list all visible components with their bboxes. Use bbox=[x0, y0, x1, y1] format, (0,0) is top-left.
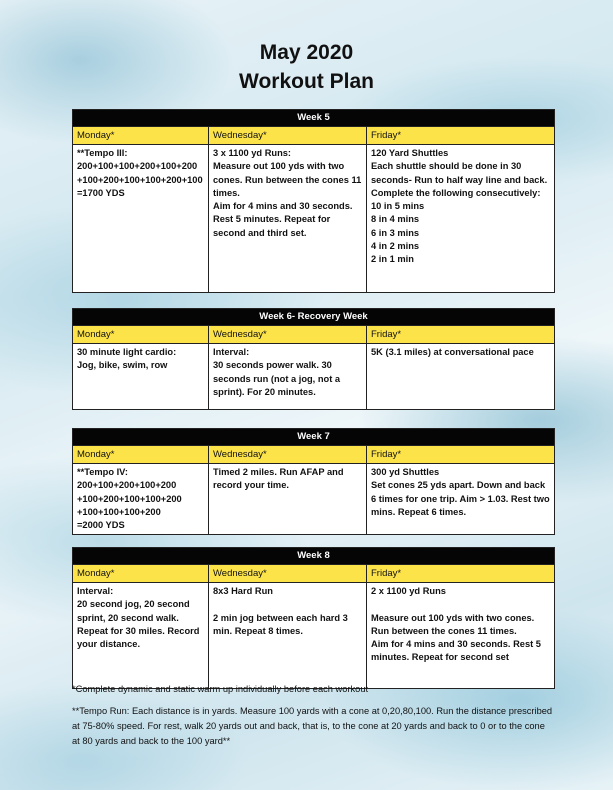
wednesday-cell bbox=[209, 145, 367, 293]
wednesday-cell bbox=[209, 464, 367, 535]
friday-cell bbox=[367, 464, 555, 535]
monday-label: Monday* bbox=[73, 565, 209, 583]
monday-label: Monday* bbox=[73, 326, 209, 344]
week-header: Week 7 bbox=[73, 429, 555, 446]
week-header: Week 6- Recovery Week bbox=[73, 309, 555, 326]
wednesday-label: Wednesday* bbox=[209, 326, 367, 344]
monday-cell bbox=[73, 464, 209, 535]
wednesday-cell bbox=[209, 583, 367, 689]
monday-workout: **Tempo III: 200+100+100+200+100+200 +100+200+100+100+200+100 =1700 YDS bbox=[77, 148, 203, 198]
friday-label: Friday* bbox=[367, 446, 555, 464]
monday-cell bbox=[73, 344, 209, 410]
monday-workout: 30 minute light cardio: Jog, bike, swim, row bbox=[77, 347, 177, 371]
wednesday-workout: 8x3 Hard Run 2 min jog between each hard 3 min. Repeat 8 times. bbox=[213, 586, 348, 636]
wednesday-workout: 3 x 1100 yd Runs: Measure out 100 yds with two cones. Run between the cones 11 times. Aim for 4 mins and 30 seconds. Rest 5 minutes. Repeat for second and third set. bbox=[213, 148, 362, 238]
friday-workout: 300 yd Shuttles Set cones 25 yds apart. Down and back 6 times for one trip. Aim > 1.03. Rest two mins. Repeat 6 times. bbox=[371, 467, 550, 517]
friday-label: Friday* bbox=[367, 565, 555, 583]
week-8-table bbox=[72, 547, 555, 689]
friday-workout: 120 Yard Shuttles Each shuttle should be done in 30 seconds- Run to half way line and back. Complete the following consecutively: 10 in 5 mins 8 in 4 mins 6 in 3 mins 4 in 2 mins 2 in 1 min bbox=[371, 148, 548, 265]
friday-workout: 5K (3.1 miles) at conversational pace bbox=[371, 347, 534, 357]
monday-workout: Interval: 20 second jog, 20 second sprint, 20 second walk. Repeat for 30 miles. Record your distance. bbox=[77, 586, 200, 650]
week-header: Week 8 bbox=[73, 548, 555, 565]
wednesday-workout: Interval: 30 seconds power walk. 30 seconds run (not a jog, not a sprint). For 20 minutes. bbox=[213, 347, 341, 397]
friday-label: Friday* bbox=[367, 127, 555, 145]
footnote-tempo: **Tempo Run: Each distance is in yards. Measure 100 yards with a cone at 0,20,80,100. Run the distance prescribed at 75-80% speed. For rest, walk 20 yards out and back, that is, to the cone at 20 yards and back to 0 or to the cone at 80 yards and back to the 100 yard** bbox=[72, 706, 553, 746]
friday-cell bbox=[367, 344, 555, 410]
wednesday-label: Wednesday* bbox=[209, 127, 367, 145]
monday-label: Monday* bbox=[73, 446, 209, 464]
week-7-table bbox=[72, 428, 555, 535]
monday-cell bbox=[73, 583, 209, 689]
wednesday-cell bbox=[209, 344, 367, 410]
friday-label: Friday* bbox=[367, 326, 555, 344]
week-6-table bbox=[72, 308, 555, 410]
friday-cell bbox=[367, 583, 555, 689]
friday-workout: 2 x 1100 yd Runs Measure out 100 yds with two cones. Run between the cones 11 times. Aim for 4 mins and 30 seconds. Rest 5 minutes. Repeat for second set bbox=[371, 586, 541, 663]
friday-cell bbox=[367, 145, 555, 293]
wednesday-workout: Timed 2 miles. Run AFAP and record your time. bbox=[213, 467, 347, 491]
week-5-table bbox=[72, 109, 555, 293]
wednesday-label: Wednesday* bbox=[209, 565, 367, 583]
page-title-line2: Workout Plan bbox=[239, 70, 374, 93]
footnote-warmup: *Complete dynamic and static warm up individually before each workout bbox=[72, 684, 369, 694]
monday-workout: **Tempo IV: 200+100+200+100+200 +100+200+100+100+200 +100+100+100+200 =2000 YDS bbox=[77, 467, 182, 531]
monday-cell bbox=[73, 145, 209, 293]
wednesday-label: Wednesday* bbox=[209, 446, 367, 464]
monday-label: Monday* bbox=[73, 127, 209, 145]
week-header: Week 5 bbox=[73, 110, 555, 127]
page-title-line1: May 2020 bbox=[259, 41, 354, 64]
